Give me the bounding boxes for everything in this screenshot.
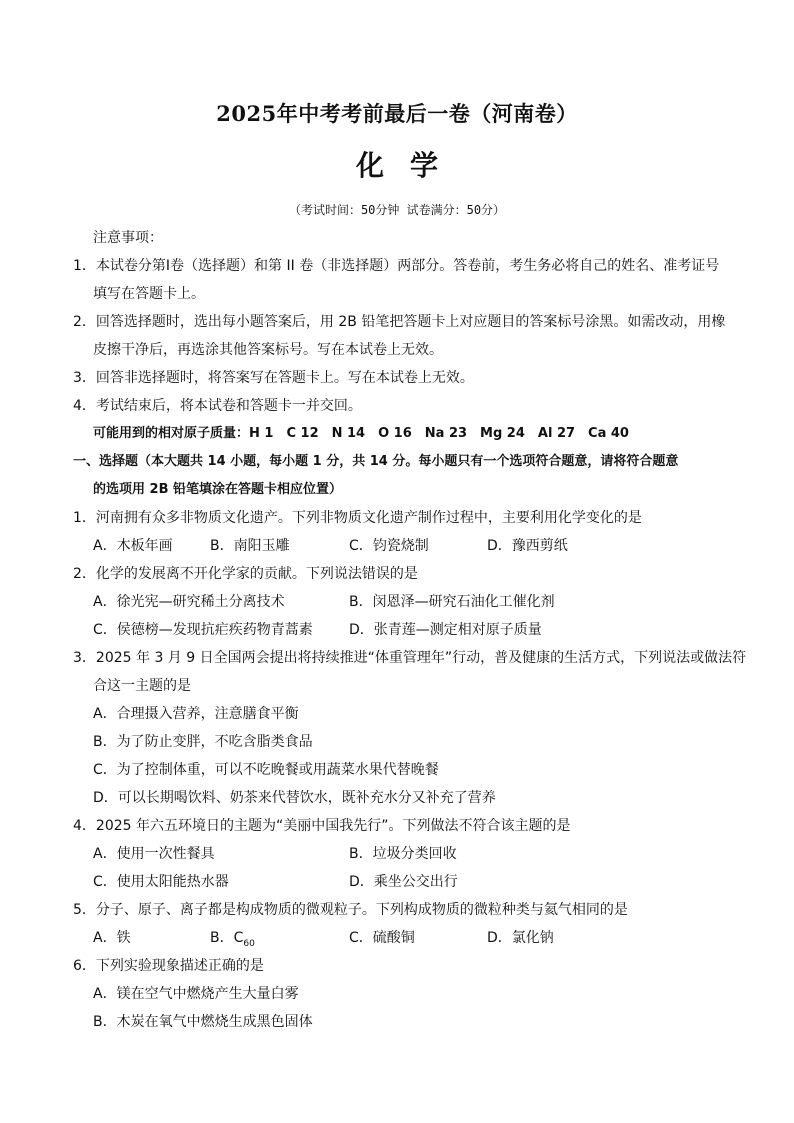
section1-line1: 一、选择题（本大题共 14 小题，每小题 1 分，共 14 分。每小题只有一个选项符合题意，请将符合题意	[73, 454, 679, 469]
option-b: B．闵恩泽—研究石油化工催化剂	[349, 594, 555, 610]
question-stem: 分子、原子、离子都是构成物质的微观粒子。下列构成物质的微粒种类与氦气相同的是	[95, 902, 628, 918]
option-c: C．钧瓷烧制	[349, 538, 429, 554]
question-3-stem-cont: 合这一主题的是	[93, 678, 191, 694]
note-num: 1．	[73, 258, 96, 274]
option-c: C．使用太阳能热水器	[93, 874, 229, 890]
question-stem: 2025 年六五环境日的主题为“美丽中国我先行”。下列做法不符合该主题的是	[95, 818, 571, 834]
note-item-1-cont: 填写在答题卡上。	[93, 286, 205, 302]
question-4	[73, 816, 571, 836]
option-a: A．使用一次性餐具	[93, 846, 215, 862]
question-num: 4．	[73, 818, 96, 834]
question-6	[73, 956, 264, 976]
question-2-options-row2	[93, 620, 693, 640]
option-d: D．豫西剪纸	[487, 538, 568, 554]
question-1-options	[93, 536, 693, 556]
note-item-2-cont: 皮擦干净后，再选涂其他答案标号。写在本试卷上无效。	[93, 342, 443, 358]
question-1	[73, 508, 642, 528]
note-text: 考试结束后，将本试卷和答题卡一并交回。	[95, 398, 362, 414]
option-d: D．氯化钠	[487, 930, 554, 946]
note-item-3	[73, 368, 474, 388]
option-a: A．镁在空气中燃烧产生大量白雾	[93, 986, 299, 1002]
option-b: B．南阳玉雕	[210, 538, 290, 554]
option-a: A．徐光宪—研究稀土分离技术	[93, 594, 285, 610]
note-text: 回答选择题时，选出每小题答案后，用 2B 铅笔把答题卡上对应题目的答案标号涂黑。如需改动，用橡	[95, 314, 726, 330]
page-title: 2025年中考考前最后一卷（河南卷）	[216, 101, 578, 126]
option-b	[210, 928, 255, 948]
option-b: B．为了防止变胖，不吃含脂类食品	[93, 734, 313, 750]
option-c: C．硫酸铜	[349, 930, 415, 946]
section1-line2: 的选项用 2B 铅笔填涂在答题卡相应位置）	[93, 482, 343, 497]
option-a: A．铁	[93, 930, 131, 946]
note-item-1	[73, 256, 719, 276]
question-num: 2．	[73, 566, 96, 582]
question-5	[73, 900, 628, 920]
option-b-subscript: 60	[243, 938, 255, 949]
question-num: 1．	[73, 510, 96, 526]
question-3	[73, 648, 746, 668]
question-4-options-row2	[93, 872, 693, 892]
note-num: 4．	[73, 398, 96, 414]
question-stem: 2025 年 3 月 9 日全国两会提出将持续推进“体重管理年”行动，普及健康的生活方式，下列说法或做法符	[95, 650, 747, 666]
option-d: D．乘坐公交出行	[349, 874, 458, 890]
option-c: C．为了控制体重，可以不吃晚餐或用蔬菜水果代替晚餐	[93, 762, 439, 778]
exam-info: （考试时间：50分钟 试卷满分：50分）	[288, 203, 506, 217]
note-item-4	[73, 396, 362, 416]
option-b: B．垃圾分类回收	[349, 846, 457, 862]
question-num: 6．	[73, 958, 96, 974]
question-stem: 化学的发展离不开化学家的贡献。下列说法错误的是	[95, 566, 418, 582]
question-stem: 河南拥有众多非物质文化遗产。下列非物质文化遗产制作过程中，主要利用化学变化的是	[95, 510, 642, 526]
question-num: 5．	[73, 902, 96, 918]
question-2	[73, 564, 418, 584]
question-num: 3．	[73, 650, 96, 666]
note-num: 2．	[73, 314, 96, 330]
option-a: A．合理摄入营养，注意膳食平衡	[93, 706, 299, 722]
option-c: C．侯德榜—发现抗疟疾药物青蒿素	[93, 622, 313, 638]
question-stem: 下列实验现象描述正确的是	[95, 958, 264, 974]
option-d: D．张青莲—测定相对原子质量	[349, 622, 542, 638]
note-text: 本试卷分第Ⅰ卷（选择题）和第 II 卷（非选择题）两部分。答卷前，考生务必将自己的姓名、准考证号	[95, 258, 720, 274]
question-5-options	[93, 928, 693, 948]
note-num: 3．	[73, 370, 96, 386]
option-a: A．木板年画	[93, 538, 173, 554]
option-b-text: B．C	[210, 930, 244, 946]
subject-title: 化学	[355, 149, 464, 182]
note-item-2	[73, 312, 725, 332]
question-4-options-row1	[93, 844, 693, 864]
notes-heading: 注意事项：	[93, 230, 163, 246]
note-text: 回答非选择题时，将答案写在答题卡上。写在本试卷上无效。	[95, 370, 474, 386]
question-2-options-row1	[93, 592, 693, 612]
option-d: D．可以长期喝饮料、奶茶来代替饮水，既补充水分又补充了营养	[93, 790, 496, 806]
option-b: B．木炭在氧气中燃烧生成黑色固体	[93, 1014, 313, 1030]
atomic-masses: 可能用到的相对原子质量：H 1 C 12 N 14 O 16 Na 23 Mg 24 Al 27 Ca 40	[93, 426, 629, 441]
